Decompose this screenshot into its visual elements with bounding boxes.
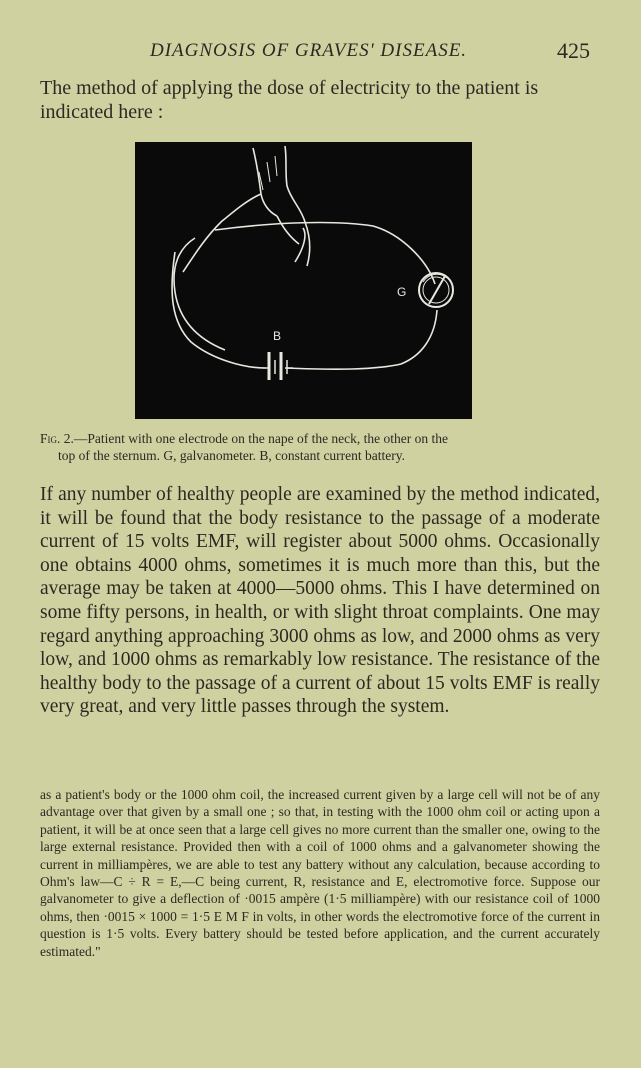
galvanometer-icon [419,273,453,307]
figure-caption [40,430,600,464]
figure-illustration [135,142,472,419]
continued-paragraph: as a patient's body or the 1000 ohm coil, the increased current given by a large cell will not be of any advantage over that given by a small one ; so that, in testing with the 1000 ohm coil or acting upon a patient, it will be at once seen that a large cell gives no more current than the smaller one, owing to the large external resistance. Provided then with a coil of 1000 ohms and a galvanometer showing the current in milliampères, we are able to test any battery without any calculation, because according to Ohm's law—C ÷ R = E,—C being current, R, resistance and E, electromotive force. Suppose our galvanometer to give a deflection of ·0015 ampère (1·5 milliampère) with our resistance coil of 1000 ohms, then ·0015 × 1000 = 1·5 E M F in volts, in other words the electromotive force of the current in question is 1·5 volts. Every battery should be tested before application, and the current accurately estimated." [40,787,600,959]
intro-paragraph: The method of applying the dose of electricity to the patient is indicated here : [40,77,539,123]
page-number: 425 [557,38,590,63]
galvanometer-label: G [397,285,407,299]
battery-icon [263,352,293,380]
battery-label: B [273,329,282,343]
caption-line2: top of the sternum. G, galvanometer. B, constant current battery. [58,448,406,463]
figure-drawing [135,142,472,419]
body-paragraph: If any number of healthy people are examined by the method indicated, it will be found that the body resistance to the passage of a moderate current of 15 volts EMF, will register about 5000 ohms. Occasionally one obtains 4000 ohms, sometimes it is much more than this, but the average may be taken at 4000—5000 ohms. This I have determined on some fifty persons, in health, or with slight throat complaints. One may regard anything approaching 3000 ohms as low, and 2000 ohms as very low, and 1000 ohms as remarkably low resistance. The resistance of the healthy body to the passage of a current of about 15 volts EMF is really very great, and very little passes through the system. [40,484,600,718]
running-head: DIAGNOSIS OF GRAVES' DISEASE. [150,40,468,61]
caption-line1: —Patient with one electrode on the nape of the neck, the other on the [73,431,449,446]
page-header [150,40,590,64]
caption-fig-label: Fig. 2. [40,431,74,446]
patient-outline [172,146,437,369]
